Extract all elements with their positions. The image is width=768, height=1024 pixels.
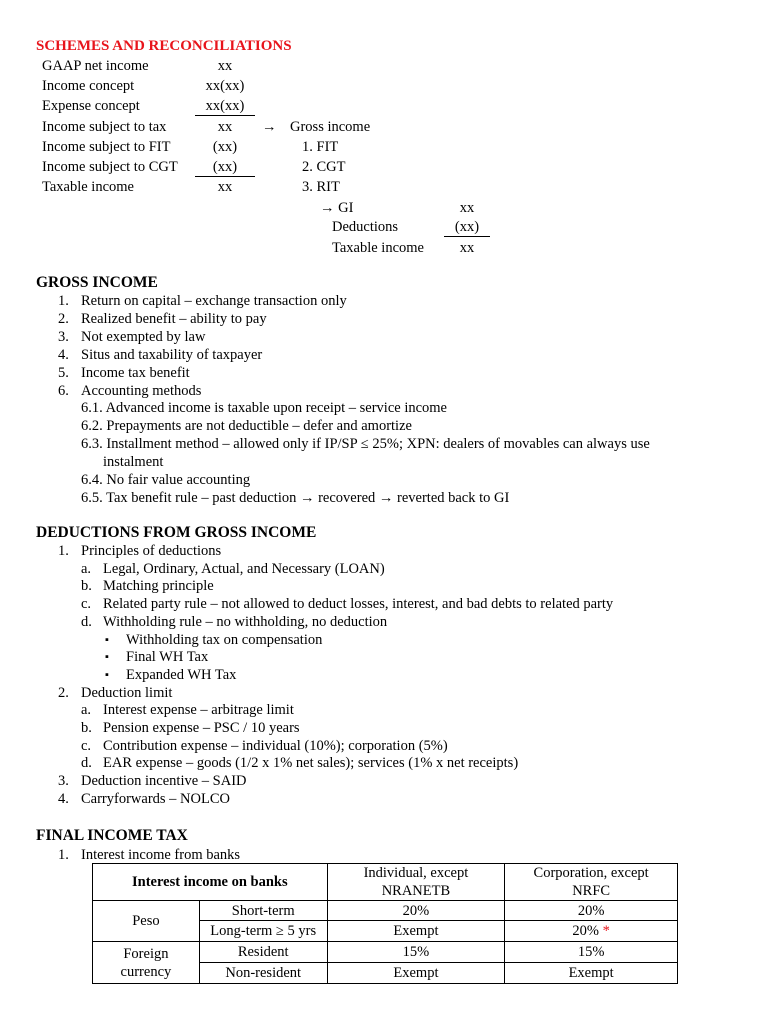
- list-marker: d.: [81, 613, 92, 630]
- table-header-corporation: [505, 864, 678, 901]
- sub-value: xx: [459, 240, 475, 256]
- scheme-label: Taxable income: [42, 179, 134, 195]
- list-item: Withholding rule – no withholding, no deduction: [103, 613, 388, 630]
- sub-value: xx: [459, 200, 475, 216]
- list-marker: 2.: [58, 684, 69, 701]
- row-sub-label: Short-term: [199, 901, 327, 921]
- scheme-label: Income subject to tax: [42, 119, 167, 135]
- section-title-final-income-tax: FINAL INCOME TAX: [36, 827, 188, 844]
- scheme-value: xx: [217, 119, 233, 135]
- sub-list-item-continued: instalment: [103, 454, 164, 470]
- table-row: [93, 942, 678, 963]
- list-number: 3.: [58, 329, 69, 345]
- row-group-foreign-currency: [93, 942, 200, 984]
- income-type: 1. FIT: [302, 139, 339, 155]
- cell-corporation: [505, 921, 678, 942]
- gross-income-label: Gross income: [290, 119, 371, 135]
- cell-corporation: Exempt: [505, 963, 678, 984]
- list-item: Income tax benefit: [81, 365, 190, 381]
- list-item: Situs and taxability of taxpayer: [81, 347, 263, 363]
- header-line: NRFC: [572, 883, 611, 899]
- list-marker: a.: [81, 702, 92, 719]
- interest-income-table: [92, 863, 678, 984]
- list-item: Realized benefit – ability to pay: [81, 311, 267, 327]
- list-marker: 1.: [58, 543, 69, 559]
- list-number: 4.: [58, 347, 69, 363]
- row-sub-label: Resident: [199, 942, 327, 963]
- table-header-main: Interest income on banks: [93, 864, 328, 901]
- scheme-label: Income subject to FIT: [42, 139, 171, 155]
- sub-list-item: 6.5. Tax benefit rule – past deduction → recovered → reverted back to GI: [81, 490, 510, 506]
- header-line: Individual, except: [363, 865, 469, 881]
- sub-value: (xx): [444, 218, 490, 237]
- cell-individual: Exempt: [327, 921, 505, 942]
- list-item: Deduction incentive – SAID: [81, 773, 247, 790]
- list-marker: b.: [81, 578, 92, 595]
- cell-corporation: 15%: [505, 942, 678, 963]
- header-line: Corporation, except: [533, 865, 649, 881]
- list-item: Return on capital – exchange transaction only: [81, 293, 347, 309]
- row-group-peso: Peso: [93, 901, 200, 942]
- cell-individual: Exempt: [327, 963, 505, 984]
- list-marker: d.: [81, 755, 92, 772]
- list-item: Interest income from banks: [81, 847, 241, 863]
- sub-label: Deductions: [332, 219, 399, 235]
- scheme-value: (xx): [212, 139, 238, 155]
- list-item: Final WH Tax: [126, 649, 209, 666]
- list-marker: b.: [81, 720, 92, 736]
- list-item: Related party rule – not allowed to deduct losses, interest, and bad debts to related party: [103, 596, 614, 613]
- sub-label: Taxable income: [332, 240, 424, 256]
- income-type: 3. RIT: [302, 179, 340, 195]
- list-number: 1.: [58, 847, 69, 863]
- sub-list-item: 6.1. Advanced income is taxable upon receipt – service income: [81, 400, 447, 416]
- list-number: 2.: [58, 311, 69, 327]
- cell-value: 20%: [572, 923, 599, 939]
- section-title-schemes: SCHEMES AND RECONCILIATIONS: [36, 38, 292, 54]
- arrow-icon: →: [262, 119, 277, 135]
- list-marker: 4.: [58, 790, 69, 807]
- list-item: Accounting methods: [81, 383, 202, 399]
- list-item: Expanded WH Tax: [126, 666, 237, 683]
- list-item: Interest expense – arbitrage limit: [103, 702, 294, 719]
- scheme-value: (xx): [195, 158, 255, 177]
- cell-individual: 15%: [327, 942, 505, 963]
- list-number: 6.: [58, 383, 69, 399]
- table-header-individual: [327, 864, 505, 901]
- list-item: Deduction limit: [81, 684, 173, 701]
- group-line: currency: [120, 963, 172, 980]
- list-item: Legal, Ordinary, Actual, and Necessary (LOAN): [103, 560, 385, 577]
- list-marker: c.: [81, 596, 92, 613]
- list-number: 1.: [58, 293, 69, 309]
- list-item: Withholding tax on compensation: [126, 631, 323, 648]
- table-header-row: [93, 864, 678, 901]
- list-item: Principles of deductions: [81, 543, 222, 559]
- income-type: 2. CGT: [302, 159, 346, 175]
- bullet-icon: ▪: [105, 651, 109, 664]
- header-line: NRANETB: [381, 883, 451, 899]
- scheme-label: Income subject to CGT: [42, 159, 178, 175]
- scheme-label: GAAP net income: [42, 58, 149, 74]
- list-item: Matching principle: [103, 578, 214, 595]
- list-marker: 3.: [58, 773, 69, 790]
- group-line: Foreign: [123, 945, 169, 962]
- scheme-value: xx: [217, 58, 233, 74]
- list-marker: c.: [81, 737, 92, 754]
- sub-list-item: 6.4. No fair value accounting: [81, 472, 251, 488]
- list-item: Contribution expense – individual (10%); corporation (5%): [103, 737, 448, 754]
- scheme-value: xx: [217, 179, 233, 195]
- scheme-label: Expense concept: [42, 98, 140, 114]
- section-title-gross-income: GROSS INCOME: [36, 274, 158, 291]
- cell-individual: 20%: [327, 901, 505, 921]
- list-marker: a.: [81, 560, 92, 577]
- sub-label: → GI: [320, 200, 354, 216]
- row-sub-label: Long-term ≥ 5 yrs: [199, 921, 327, 942]
- sub-list-item: 6.2. Prepayments are not deductible – defer and amortize: [81, 418, 412, 434]
- section-title-deductions: DEDUCTIONS FROM GROSS INCOME: [36, 524, 317, 541]
- table-row: [93, 901, 678, 921]
- list-number: 5.: [58, 365, 69, 381]
- scheme-value: xx(xx): [195, 97, 255, 116]
- scheme-value: xx(xx): [205, 78, 245, 94]
- scheme-label: Income concept: [42, 78, 135, 94]
- cell-corporation: 20%: [505, 901, 678, 921]
- sub-list-item: 6.3. Installment method – allowed only if IP/SP ≤ 25%; XPN: dealers of movables can always use: [81, 436, 650, 452]
- list-item: Not exempted by law: [81, 329, 206, 345]
- list-item: Pension expense – PSC / 10 years: [103, 720, 300, 736]
- list-item: Carryforwards – NOLCO: [81, 790, 230, 807]
- asterisk-mark: *: [602, 923, 610, 939]
- list-item: EAR expense – goods (1/2 x 1% net sales); services (1% x net receipts): [103, 755, 519, 772]
- bullet-icon: ▪: [105, 633, 109, 646]
- row-sub-label: Non-resident: [199, 963, 327, 984]
- bullet-icon: ▪: [105, 668, 109, 681]
